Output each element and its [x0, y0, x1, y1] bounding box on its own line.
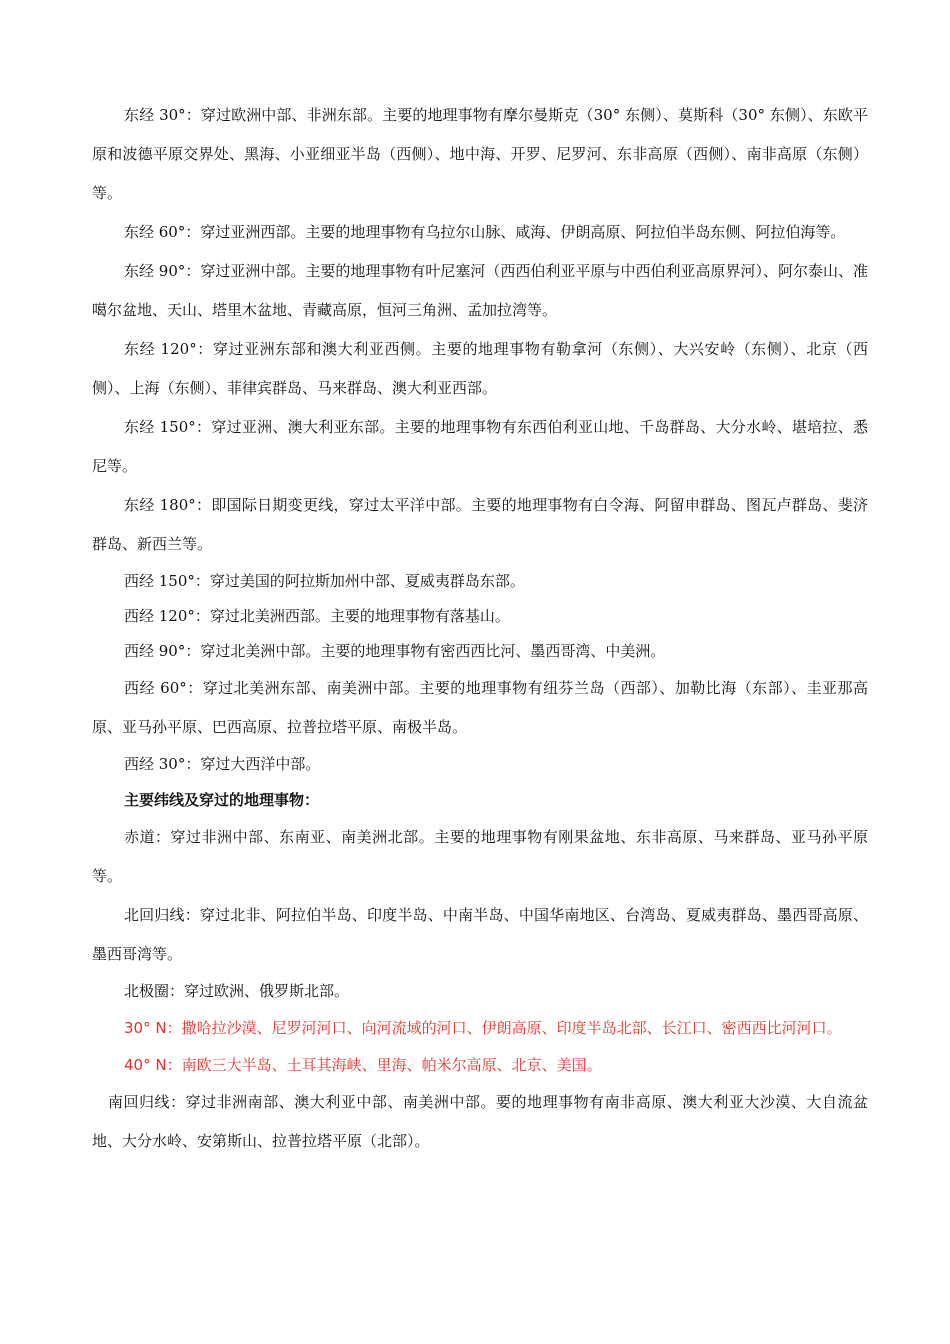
paragraph-east-180: 东经 180°：即国际日期变更线，穿过太平洋中部。主要的地理事物有白令海、阿留申群岛、图瓦卢群岛、斐济群岛、新西兰等。	[92, 496, 868, 553]
document-body	[92, 96, 868, 1161]
paragraph-east-90: 东经 90°：穿过亚洲中部。主要的地理事物有叶尼塞河（西西伯利亚平原与中西伯利亚高原界河）、阿尔泰山、准噶尔盆地、天山、塔里木盆地、青藏高原，恒河三角洲、孟加拉湾等。	[92, 262, 868, 319]
paragraph-east-150: 东经 150°：穿过亚洲、澳大利亚东部。主要的地理事物有东西伯利亚山地、千岛群岛、大分水岭、堪培拉、悉尼等。	[92, 418, 868, 475]
paragraph-west-150: 西经 150°：穿过美国的阿拉斯加州中部、夏威夷群岛东部。	[124, 572, 525, 590]
paragraph-west-90: 西经 90°：穿过北美洲中部。主要的地理事物有密西西比河、墨西哥湾、中美洲。	[124, 642, 666, 660]
paragraph-east-30: 东经 30°：穿过欧洲中部、非洲东部。主要的地理事物有摩尔曼斯克（30° 东侧）、莫斯科（30° 东侧）、东欧平原和波德平原交界处、黑海、小亚细亚半岛（西侧）、地中海、开罗、尼罗河、东非高原（西侧）、南非高原（东侧）等。	[92, 106, 868, 202]
paragraph-west-30: 西经 30°：穿过大西洋中部。	[124, 755, 321, 773]
paragraph-east-120: 东经 120°：穿过亚洲东部和澳大利亚西侧。主要的地理事物有勒拿河（东侧）、大兴安岭（东侧）、北京（西侧）、上海（东侧）、菲律宾群岛、马来群岛、澳大利亚西部。	[92, 340, 868, 397]
paragraph-equator: 赤道：穿过非洲中部、东南亚、南美洲北部。主要的地理事物有刚果盆地、东非高原、马来群岛、亚马孙平原等。	[92, 828, 868, 885]
paragraph-tropic-of-cancer: 北回归线：穿过北非、阿拉伯半岛、印度半岛、中南半岛、中国华南地区、台湾岛、夏威夷群岛、墨西哥高原、墨西哥湾等。	[92, 906, 868, 963]
paragraph-lat-30n: 30° N：撒哈拉沙漠、尼罗河河口、向河流域的河口、伊朗高原、印度半岛北部、长江口、密西西比河河口。	[124, 1019, 842, 1037]
paragraph-tropic-of-capricorn: 南回归线：穿过非洲南部、澳大利亚中部、南美洲中部。要的地理事物有南非高原、澳大利亚大沙漠、大自流盆地、大分水岭、安第斯山、拉普拉塔平原（北部）。	[92, 1093, 868, 1150]
paragraph-lat-40n: 40° N：南欧三大半岛、土耳其海峡、里海、帕米尔高原、北京、美国。	[124, 1056, 602, 1074]
paragraph-east-60: 东经 60°：穿过亚洲西部。主要的地理事物有乌拉尔山脉、咸海、伊朗高原、阿拉伯半岛东侧、阿拉伯海等。	[124, 223, 846, 241]
paragraph-west-120: 西经 120°：穿过北美洲西部。主要的地理事物有落基山。	[124, 607, 510, 625]
section-heading-latitudes: 主要纬线及穿过的地理事物：	[124, 791, 320, 809]
paragraph-west-60: 西经 60°：穿过北美洲东部、南美洲中部。主要的地理事物有纽芬兰岛（西部）、加勒比海（东部）、圭亚那高原、亚马孙平原、巴西高原、拉普拉塔平原、南极半岛。	[92, 679, 868, 736]
paragraph-arctic-circle: 北极圈：穿过欧洲、俄罗斯北部。	[124, 982, 350, 1000]
